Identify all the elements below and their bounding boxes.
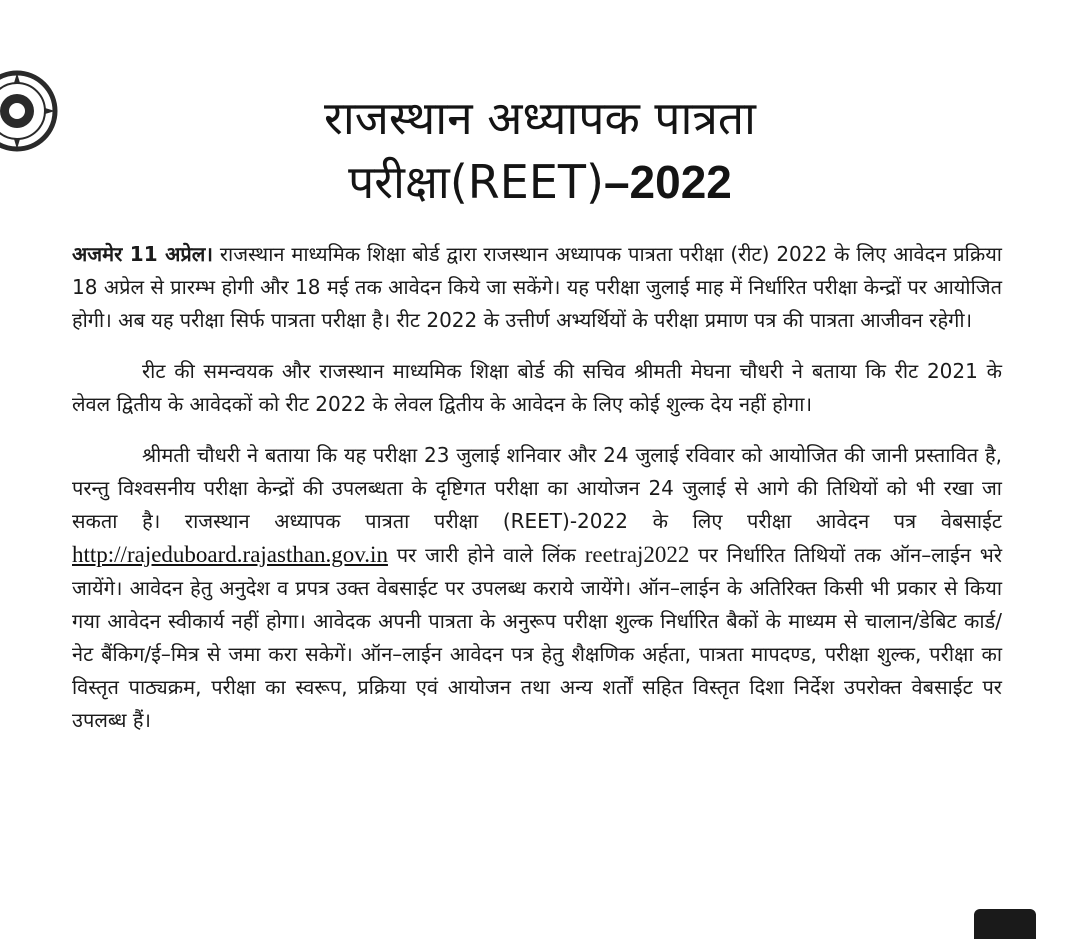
paragraph-3-text-c: पर निर्धारित तिथियों तक ऑन–लाईन भरे जायेंगे। आवेदन हेतु अनुदेश व प्रपत्र उक्त वेबसाईट पर उपलब्ध कराये जायेंगे। ऑन–लाईन के अतिरिक्त किसी भी प्रकार से किया गया आवेदन स्वीकार्य नहीं होगा। आवेदक अपनी पात्रता के अनुरूप परीक्षा शुल्क निर्धारित बैकों के माध्यम से चालान/डेबिट कार्ड/नेट बैंकिग/ई–मित्र से जमा करा सकेगें। ऑन–लाईन आवेदन पत्र हेतु शैक्षणिक अर्हता, पात्रता मापदण्ड, परीक्षा शुल्क, परीक्षा का विस्तृत पाठ्यक्रम, परीक्षा का स्वरूप, प्रक्रिया एवं आयोजन तथा अन्य शर्तों सहित विस्तृत दिशा निर्देश उपरोक्त वेबसाईट पर उपलब्ध हैं। [72, 543, 1002, 732]
title-line-2 [120, 150, 960, 214]
title-abbreviation: (REET) [449, 155, 604, 209]
paragraph-3 [72, 439, 1002, 737]
paragraph-1-text: राजस्थान माध्यमिक शिक्षा बोर्ड द्वारा राजस्थान अध्यापक पात्रता परीक्षा (रीट) 2022 के लिए आवेदन प्रक्रिया 18 अप्रेल से प्रारम्भ होगी और 18 मई तक आवेदन किये जा सकेंगे। यह परीक्षा जुलाई माह में निर्धारित परीक्षा केन्द्रों पर आयोजित होगी। अब यह परीक्षा सिर्फ पात्रता परीक्षा है। रीट 2022 के उत्तीर्ण अभ्यर्थियों के परीक्षा प्रमाण पत्र की पात्रता आजीवन रहेगी। [72, 242, 1002, 332]
article-body [72, 238, 1002, 737]
dateline: अजमेर 11 अप्रेल। [72, 242, 213, 266]
board-seal-icon [0, 68, 60, 154]
title-line-1: राजस्थान अध्यापक पात्रता [324, 91, 756, 145]
paragraph-3-text-b: पर जारी होने वाले लिंक [387, 543, 585, 567]
link-name: reetraj2022 [584, 542, 690, 567]
title-dash: – [603, 156, 630, 208]
paragraph-2: रीट की समन्वयक और राजस्थान माध्यमिक शिक्षा बोर्ड की सचिव श्रीमती मेघना चौधरी ने बताया कि रीट 2021 के लेवल द्वितीय के आवेदकों को रीट 2022 के लेवल द्वितीय के आवेदन के लिए कोई शुल्क देय नहीं होगा। [72, 359, 1002, 416]
website-link[interactable]: http://rajeduboard.rajasthan.gov.in [72, 542, 388, 567]
document-header [120, 86, 960, 214]
corner-overlay-badge [974, 909, 1036, 939]
paragraph-3-text-a: श्रीमती चौधरी ने बताया कि यह परीक्षा 23 जुलाई शनिवार और 24 जुलाई रविवार को आयोजित की जानी प्रस्तावित है, परन्तु विश्वसनीय परीक्षा केन्द्रों की उपलब्धता के दृष्टिगत परीक्षा का आयोजन 24 जुलाई से आगे की तिथियों को भी रखा जा सकता है। राजस्थान अध्यापक पात्रता परीक्षा (REET)-2022 के लिए परीक्षा आवेदन पत्र वेबसाईट [72, 443, 1002, 533]
title-prefix: परीक्षा [348, 155, 450, 209]
title-year: 2022 [629, 156, 732, 208]
paragraph-1 [72, 238, 1002, 337]
